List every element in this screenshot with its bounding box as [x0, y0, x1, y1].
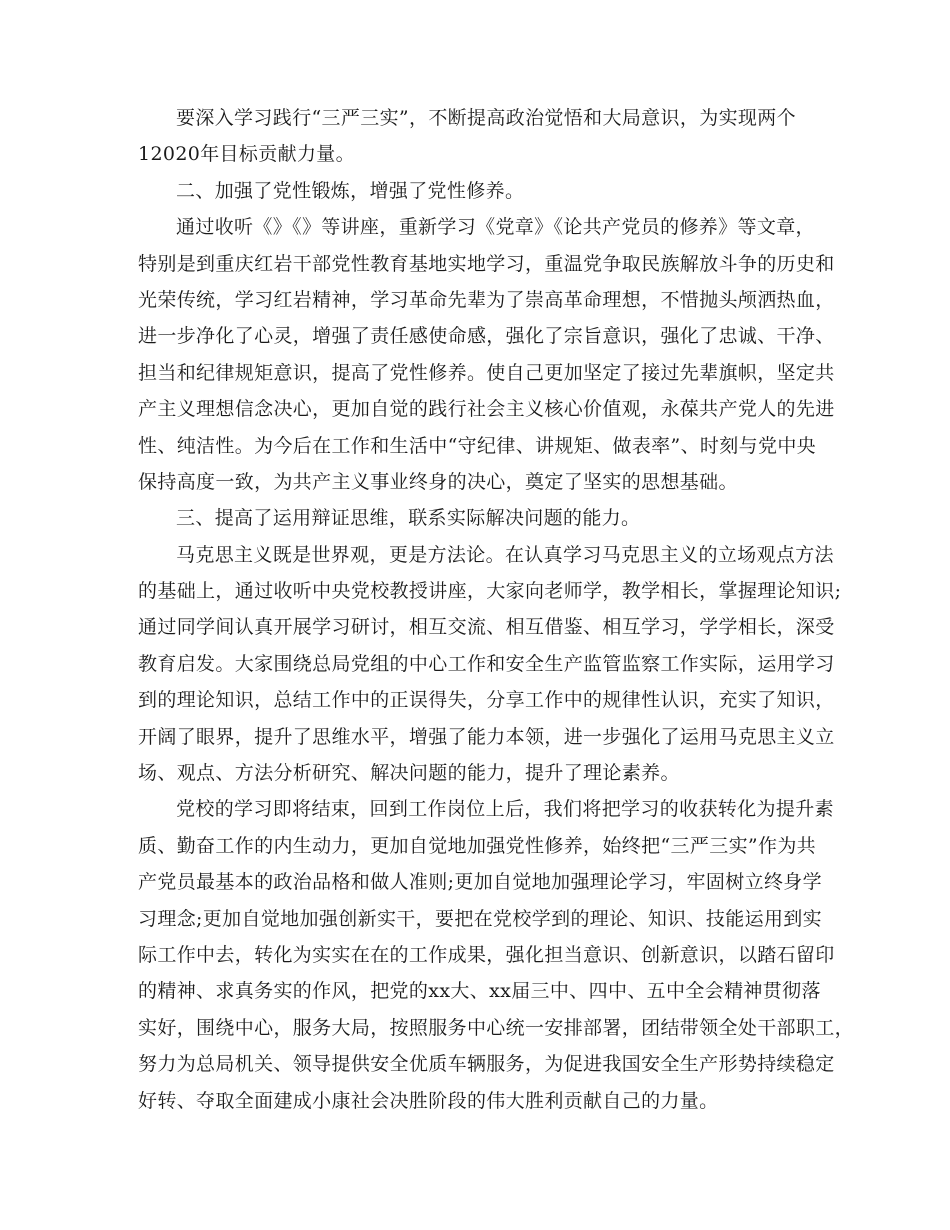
text-line: 保持高度一致，为共产主义事业终身的决心，奠定了坚实的思想基础。: [138, 470, 738, 493]
text-line: 质、勤奋工作的内生动力，更加自觉地加强党性修养，始终把“三严三实”作为共: [138, 834, 817, 857]
text-line: 产主义理想信念决心，更加自觉的践行社会主义核心价值观，永葆共产党人的先进: [138, 398, 835, 421]
text-line: 开阔了眼界，提升了思维水平，增强了能力本领，进一步强化了运用马克思主义立: [138, 725, 835, 748]
text-line: 12020年目标贡献力量。: [138, 143, 355, 166]
text-line: 场、观点、方法分析研究、解决问题的能力，提升了理论素养。: [138, 762, 680, 785]
text-line: 好转、夺取全面建成小康社会决胜阶段的伟大胜利贡献自己的力量。: [138, 1089, 719, 1112]
text-line: 教育启发。大家围绕总局党组的中心工作和安全生产监管监察工作实际，运用学习: [138, 652, 835, 675]
text-line: 际工作中去，转化为实实在在的工作成果，强化担当意识、创新意识，以踏石留印: [138, 943, 835, 966]
text-line: 担当和纪律规矩意识，提高了党性修养。使自己更加坚定了接过先辈旗帜，坚定共: [138, 361, 835, 384]
text-line: 产党员最基本的政治品格和做人准则;更加自觉地加强理论学习，牢固树立终身学: [138, 871, 823, 894]
text-line: 努力为总局机关、领导提供安全优质车辆服务，为促进我国安全生产形势持续稳定: [138, 1053, 835, 1076]
text-line: 实好，围绕中心，服务大局，按照服务中心统一安排部署，团结带领全处干部职工，: [138, 1016, 854, 1039]
text-line: 马克思主义既是世界观，更是方法论。在认真学习马克思主义的立场观点方法: [176, 543, 834, 566]
text-line: 通过同学间认真开展学习研讨，相互交流、相互借鉴、相互学习，学学相长，深受: [138, 616, 835, 639]
text-line: 的基础上，通过收听中央党校教授讲座，大家向老师学，教学相长，掌握理论知识;: [138, 580, 842, 603]
text-line: 的精神、求真务实的作风，把党的xx大、xx届三中、四中、五中全会精神贯彻落: [138, 980, 821, 1003]
text-line: 进一步净化了心灵，增强了责任感使命感，强化了宗旨意识，强化了忠诚、干净、: [138, 325, 835, 348]
text-line: 到的理论知识，总结工作中的正误得失，分享工作中的规律性认识，充实了知识，: [138, 689, 835, 712]
document-body: [138, 100, 854, 1119]
text-line: 要深入学习践行“三严三实”，不断提高政治觉悟和大局意识，为实现两个: [176, 107, 796, 129]
text-line: 性、纯洁性。为今后在工作和生活中“守纪律、讲规矩、做表率”、时刻与党中央: [138, 434, 817, 457]
text-line: 党校的学习即将结束，回到工作岗位上后，我们将把学习的收获转化为提升素: [176, 798, 834, 821]
text-line: 二、加强了党性锻炼，增强了党性修养。: [176, 179, 525, 202]
text-line: 光荣传统，学习红岩精神，学习革命先辈为了崇高革命理想，不惜抛头颅洒热血，: [138, 288, 835, 311]
text-line: 特别是到重庆红岩干部党性教育基地实地学习，重温党争取民族解放斗争的历史和: [138, 252, 835, 275]
text-line: 三、提高了运用辩证思维，联系实际解决问题的能力。: [176, 507, 641, 530]
text-line: 习理念;更加自觉地加强创新实干，要把在党校学到的理论、知识、技能运用到实: [138, 907, 823, 930]
text-line: 通过收听《》《》等讲座，重新学习《党章》《论共产党员的修养》等文章，: [176, 216, 815, 239]
